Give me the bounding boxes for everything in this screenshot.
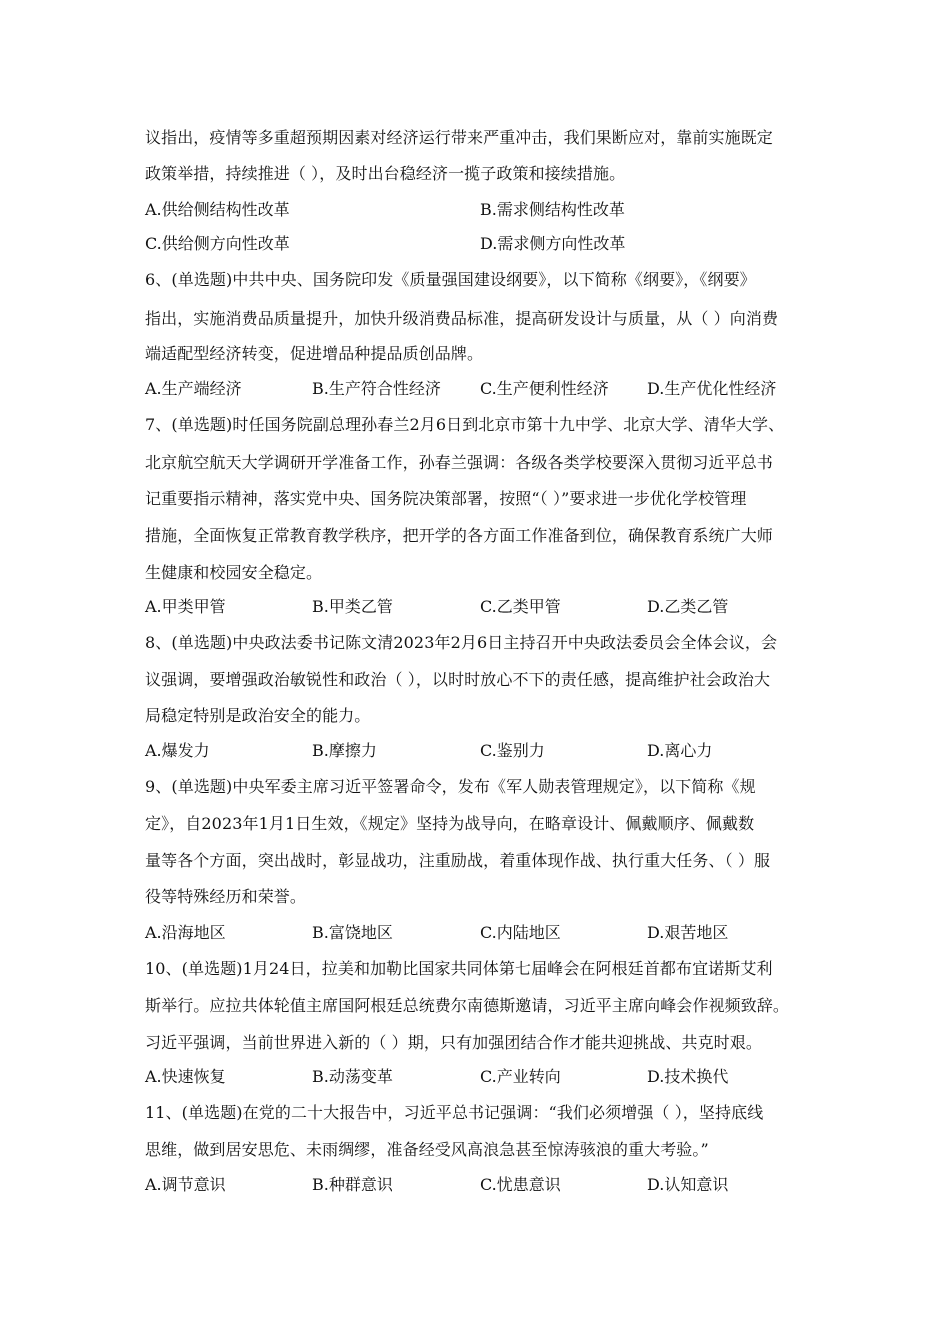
question-7-text-line: 北京航空航天大学调研开学准备工作，孙春兰强调：各级各类学校要深入贯彻习近平总书: [145, 453, 773, 472]
question-8-text-line: 局稳定特别是政治安全的能力。: [145, 706, 371, 725]
question-8-option-a: A.爆发力: [145, 741, 210, 760]
question-5-text-line: 政策举措，持续推进（ ），及时出台稳经济一揽子政策和接续措施。: [145, 164, 626, 183]
question-9-option-b: B.富饶地区: [312, 923, 393, 942]
question-9-option-d: D.艰苦地区: [647, 923, 729, 942]
question-7-option-b: B.甲类乙管: [312, 597, 393, 616]
question-11-option-b: B.种群意识: [312, 1175, 393, 1194]
question-6-text-line: 6、(单选题)中共中央、国务院印发《质量强国建设纲要》，以下简称《纲要》，《纲要》: [145, 270, 756, 289]
question-7-text-line: 生健康和校园安全稳定。: [145, 563, 323, 582]
question-6-option-d: D.生产优化性经济: [647, 379, 777, 398]
question-10-option-a: A.快速恢复: [145, 1067, 226, 1086]
question-9-text-line: 量等各个方面，突出战时，彰显战功，注重励战，着重体现作战、执行重大任务、（ ）服: [145, 851, 771, 870]
question-11-option-d: D.认知意识: [647, 1175, 729, 1194]
question-5-option-c: C.供给侧方向性改革: [145, 234, 290, 253]
question-5-option-b: B.需求侧结构性改革: [480, 200, 625, 219]
question-7-option-d: D.乙类乙管: [647, 597, 729, 616]
question-10-option-c: C.产业转向: [480, 1067, 561, 1086]
question-10-option-b: B.动荡变革: [312, 1067, 393, 1086]
question-6-text-line: 端适配型经济转变，促进增品种提品质创品牌。: [145, 344, 484, 363]
question-8-text-line: 议强调，要增强政治敏锐性和政治（ ），以时时放心不下的责任感，提高维护社会政治大: [145, 670, 771, 689]
question-9-option-c: C.内陆地区: [480, 923, 561, 942]
question-5-option-a: A.供给侧结构性改革: [145, 200, 290, 219]
question-6-option-a: A.生产端经济: [145, 379, 242, 398]
question-9-text-line: 定》，自2023年1月1日生效，《规定》坚持为战导向，在略章设计、佩戴顺序、佩戴数: [145, 814, 755, 833]
question-7-option-c: C.乙类甲管: [480, 597, 561, 616]
question-10-text-line: 习近平强调，当前世界进入新的（ ）期，只有加强团结合作才能共迎挑战、共克时艰。: [145, 1033, 762, 1052]
question-6-text-line: 指出，实施消费品质量提升，加快升级消费品标准，提高研发设计与质量，从（ ）向消费: [145, 309, 779, 328]
question-5-option-d: D.需求侧方向性改革: [480, 234, 626, 253]
question-7-text-line: 7、(单选题)时任国务院副总理孙春兰2月6日到北京市第十九中学、北京大学、清华大学、: [145, 415, 785, 434]
question-8-option-d: D.离心力: [647, 741, 713, 760]
question-11-text-line: 11、(单选题)在党的二十大报告中，习近平总书记强调：“我们必须增强（ ），坚持底线: [145, 1103, 764, 1122]
question-10-option-d: D.技术换代: [647, 1067, 729, 1086]
question-7-option-a: A.甲类甲管: [145, 597, 226, 616]
question-8-option-b: B.摩擦力: [312, 741, 377, 760]
question-10-text-line: 10、(单选题)1月24日，拉美和加勒比国家共同体第七届峰会在阿根廷首都布宜诺斯艾利: [145, 959, 773, 978]
question-9-option-a: A.沿海地区: [145, 923, 226, 942]
question-9-text-line: 9、(单选题)中央军委主席习近平签署命令，发布《军人勋表管理规定》，以下简称《规: [145, 777, 756, 796]
question-6-option-b: B.生产符合性经济: [312, 379, 441, 398]
question-8-text-line: 8、(单选题)中央政法委书记陈文清2023年2月6日主持召开中央政法委员会全体会议，会: [145, 633, 778, 652]
question-7-text-line: 记重要指示精神，落实党中央、国务院决策部署，按照“（ ）”要求进一步优化学校管理: [145, 489, 747, 508]
question-10-text-line: 斯举行。应拉共体轮值主席国阿根廷总统费尔南德斯邀请，习近平主席向峰会作视频致辞。: [145, 996, 790, 1015]
question-5-text-line: 议指出，疫情等多重超预期因素对经济运行带来严重冲击，我们果断应对，靠前实施既定: [145, 128, 773, 147]
question-11-option-a: A.调节意识: [145, 1175, 226, 1194]
question-11-text-line: 思维，做到居安思危、未雨绸缪，准备经受风高浪急甚至惊涛骇浪的重大考验。”: [145, 1140, 709, 1159]
question-7-text-line: 措施，全面恢复正常教育教学秩序，把开学的各方面工作准备到位，确保教育系统广大师: [145, 526, 773, 545]
question-9-text-line: 役等特殊经历和荣誉。: [145, 887, 307, 906]
question-6-option-c: C.生产便利性经济: [480, 379, 609, 398]
question-11-option-c: C.忧患意识: [480, 1175, 561, 1194]
question-8-option-c: C.鉴别力: [480, 741, 545, 760]
